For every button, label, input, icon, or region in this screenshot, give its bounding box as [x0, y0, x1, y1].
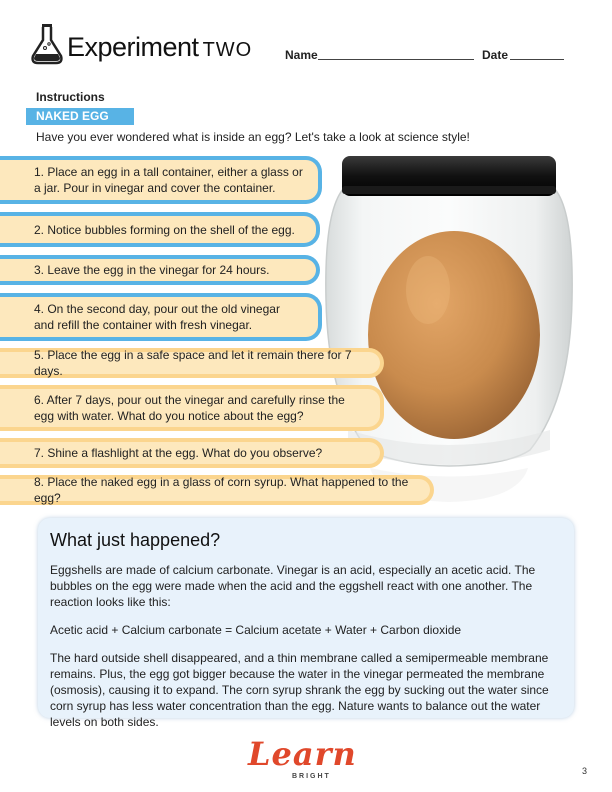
explanation-paragraph-2: The hard outside shell disappeared, and a thin membrane called a semipermeable membrane remains. Plus, the egg got bigger because the water in the vinegar permeated the membrane (osmosis), causing it to expand. The corn syrup shrank the egg by sucking out the water since corn syrup has less water concentration than the egg. Nature wants to balance out the water levels on both sides.: [50, 651, 549, 729]
logo-sub: BRIGHT: [292, 773, 331, 780]
instructions-heading: Instructions: [36, 90, 105, 104]
step-text: 5. Place the egg in a safe space and let it remain there for 7 days.: [34, 348, 352, 378]
step-6: [0, 385, 384, 431]
what-happened-title: What just happened?: [50, 530, 221, 550]
explanation-paragraph-1: Eggshells are made of calcium carbonate. Vinegar is an acid, especially an acetic acid. The bubbles on the egg were made when the acid and the eggshell react with one another. The reaction looks like this:: [50, 563, 536, 609]
step-text: 3. Leave the egg in the vinegar for 24 hours.: [34, 263, 270, 277]
step-4: [0, 293, 322, 341]
date-label: Date: [482, 48, 509, 62]
intro-text: Have you ever wondered what is inside an egg? Let's take a look at science style!: [36, 130, 470, 144]
name-label: Name: [285, 48, 318, 62]
step-text: 1. Place an egg in a tall container, either a glass or a jar. Pour in vinegar and cover the container.: [34, 165, 303, 195]
step-text: 8. Place the naked egg in a glass of corn syrup. What happened to the egg?: [34, 475, 409, 505]
page-title: [67, 32, 252, 63]
step-8: [0, 475, 434, 505]
step-1: [0, 156, 322, 204]
step-2: [0, 212, 320, 247]
step-text: 6. After 7 days, pour out the vinegar and carefully rinse the egg with water. What do you notice about the egg?: [34, 393, 345, 423]
step-3: [0, 255, 320, 285]
step-7: [0, 438, 384, 468]
page-header: [0, 0, 612, 80]
step-text: 2. Notice bubbles forming on the shell of the egg.: [34, 222, 295, 237]
reaction-equation: Acetic acid + Calcium carbonate = Calcium acetate + Water + Carbon dioxide: [50, 623, 462, 637]
step-text: 4. On the second day, pour out the old vinegar and refill the container with fresh vinegar.: [34, 302, 280, 332]
logo-word: Learn: [248, 735, 357, 773]
page-number: 3: [582, 766, 588, 776]
experiment-number: TWO: [202, 39, 253, 61]
name-field[interactable]: [318, 59, 474, 60]
what-happened-box: [38, 518, 574, 729]
step-5: [0, 348, 384, 378]
date-field[interactable]: [510, 59, 564, 60]
title-text: Experiment: [67, 32, 199, 62]
flask-icon: [30, 22, 64, 66]
learn-bright-logo: [248, 735, 366, 785]
step-text: 7. Shine a flashlight at the egg. What do you observe?: [34, 446, 323, 460]
section-tab: NAKED EGG: [26, 108, 134, 125]
